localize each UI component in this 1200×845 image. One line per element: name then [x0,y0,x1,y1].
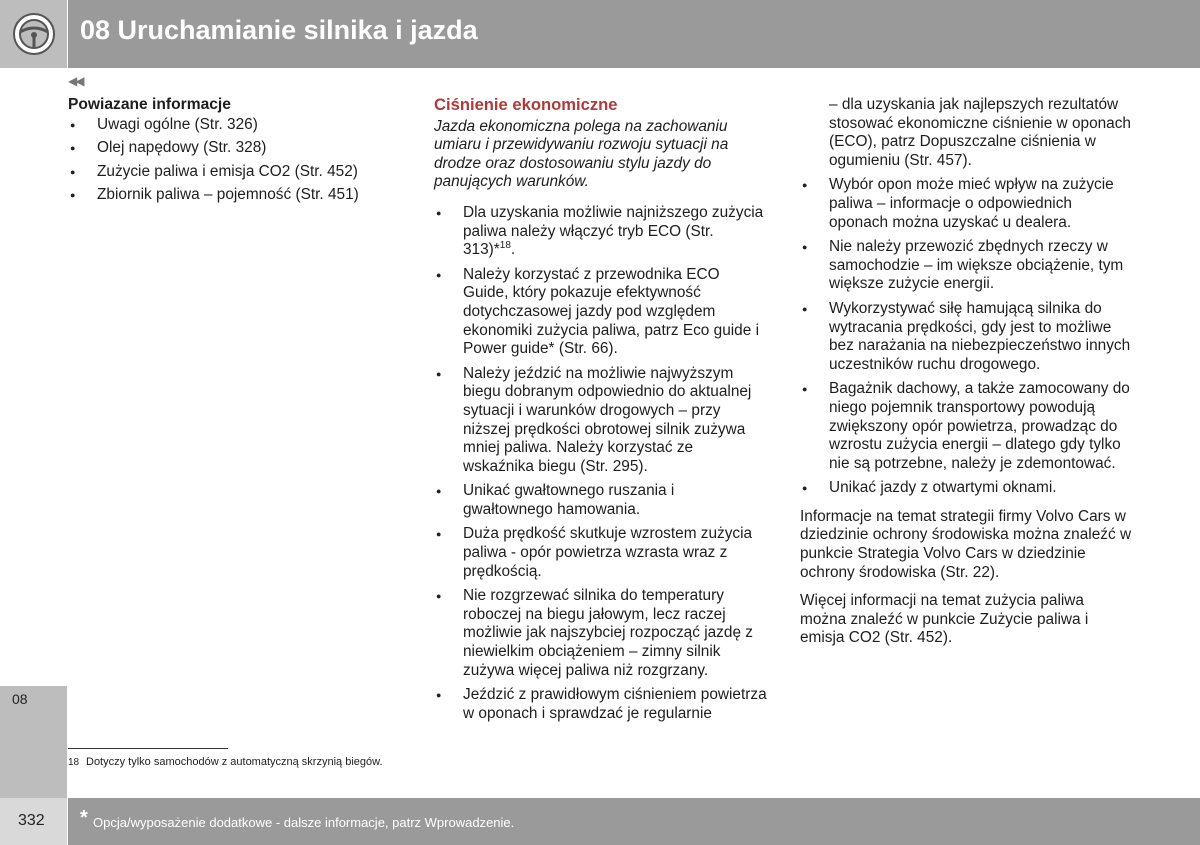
paragraph: Więcej informacji na temat zużycia paliwa można znaleźć w punkcie Zużycie paliwa i emisja CO2 (Str. 452). [800,592,1089,647]
list-item: ● Unikać jazdy z otwartymi oknami. [800,479,1134,498]
section-intro: Jazda ekonomiczna polega na zachowaniu umiaru i przewidywaniu rozwoju sytuacji na drodze oraz dostosowaniu stylu jazdy do panujących warunków. [434,117,729,191]
option-star-icon: * [80,807,88,829]
list-item: ● Należy korzystać z przewodnika ECO Guide, który pokazuje efektywność dotychczasowej jazdy pod względem ekonomiki zużycia paliwa, patrz Eco guide i Power guide* (Str. 66). [434,266,768,359]
list-item: ● Wykorzystywać siłę hamującą silnika do wytracania prędkości, gdy jest to możliwe bez narażania na niebezpieczeństwo innych uczestników ruchu drogowego. [800,300,1134,374]
list-item: ● Jeździć z prawidłowym ciśnieniem powietrza w oponach i sprawdzać je regularnie [434,686,768,723]
double-left-arrow-icon[interactable]: ◀◀ [68,74,83,88]
list-item-text: Dla uzyskania możliwie najniższego zużycia paliwa należy włączyć tryb ECO (Str. 313)* [463,203,764,259]
footer-note: Opcja/wyposażenie dodatkowe - dalsze informacje, patrz Wprowadzenie. [93,815,515,830]
list-item: ● Wybór opon może mieć wpływ na zużycie paliwa – informacje o odpowiednich oponach można uzyskać u dealera. [800,176,1134,232]
section-heading: Ciśnienie ekonomiczne [434,95,618,114]
footnote-divider [68,748,228,749]
list-item: ● Dla uzyskania możliwie najniższego zużycia paliwa należy włączyć tryb ECO (Str. 313)*$^{18}$. [434,204,768,260]
list-item: ● Bagażnik dachowy, a także zamocowany do niego pojemnik transportowy powodują zwiększony opór powietrza, prowadząc do wzrostu zużycia energii – dlatego gdy tylko nie są potrzebne, należy je zdemontować. [800,380,1134,473]
page-number: 332 [18,812,45,829]
footnote-number: 18 [68,757,80,768]
list-item: ● Unikać gwałtownego ruszania i gwałtownego hamowania. [434,482,768,519]
chapter-title: 08 Uruchamianie silnika i jazda [80,15,478,45]
eco-tips-list [434,204,768,723]
eco-tips-continued-column [800,96,1134,658]
footnote-ref[interactable]: 18 [499,240,511,252]
related-info-heading: Powiazane informacje [68,96,231,113]
list-item-continuation: – dla uzyskania jak najlepszych rezultatów stosować ekonomiczne ciśnienie w oponach (ECO), patrz Dopuszczalne ciśnienia w ogumieniu (Str. 457). [829,96,1131,169]
related-info-link[interactable]: ● Uwagi ogólne (Str. 326) [68,116,388,135]
footnote [68,756,383,768]
eco-tips-list-continued [800,176,1134,498]
related-info-link[interactable]: ● Zbiornik paliwa – pojemność (Str. 451) [68,186,388,205]
list-item: ● Nie rozgrzewać silnika do temperatury roboczej na biegu jałowym, lecz raczej możliwie jak najszybciej rozpocząć jazdę z niewielkim obciążeniem – zimny silnik zużywa więcej paliwa niż rozgrzany. [434,587,768,680]
related-info-list [68,116,388,205]
paragraph: Informacje na temat strategii firmy Volvo Cars w dziedzinie ochrony środowiska można znaleźć w punkcie Strategia Volvo Cars w dziedzinie ochrony środowiska (Str. 22). [800,507,1132,581]
list-item: ● Duża prędkość skutkuje wzrostem zużycia paliwa - opór powietrza wzrasta wraz z prędkością. [434,525,768,581]
chapter-side-tab-label: 08 [12,691,28,707]
chapter-side-tab[interactable] [0,686,67,798]
header-icon-area [0,0,67,68]
list-item: ● Nie należy przewozić zbędnych rzeczy w samochodzie – im większe obciążenie, tym większe zużycie energii. [800,238,1134,294]
related-info-link[interactable]: ● Olej napędowy (Str. 328) [68,139,388,158]
steering-wheel-icon [12,12,56,56]
list-item: ● Należy jeździć na możliwie najwyższym biegu dobranym odpowiednio do aktualnej sytuacji i warunków drogowych – przy niższej prędkości obrotowej silnik zużywa mniej paliwa. Należy korzystać ze wskaźnika biegu (Str. 295). [434,365,768,477]
footnote-text: Dotyczy tylko samochodów z automatyczną skrzynią biegów. [86,756,383,768]
eco-driving-column [434,96,768,729]
related-info-column [68,96,388,210]
related-info-link[interactable]: ● Zużycie paliwa i emisja CO2 (Str. 452) [68,163,388,182]
